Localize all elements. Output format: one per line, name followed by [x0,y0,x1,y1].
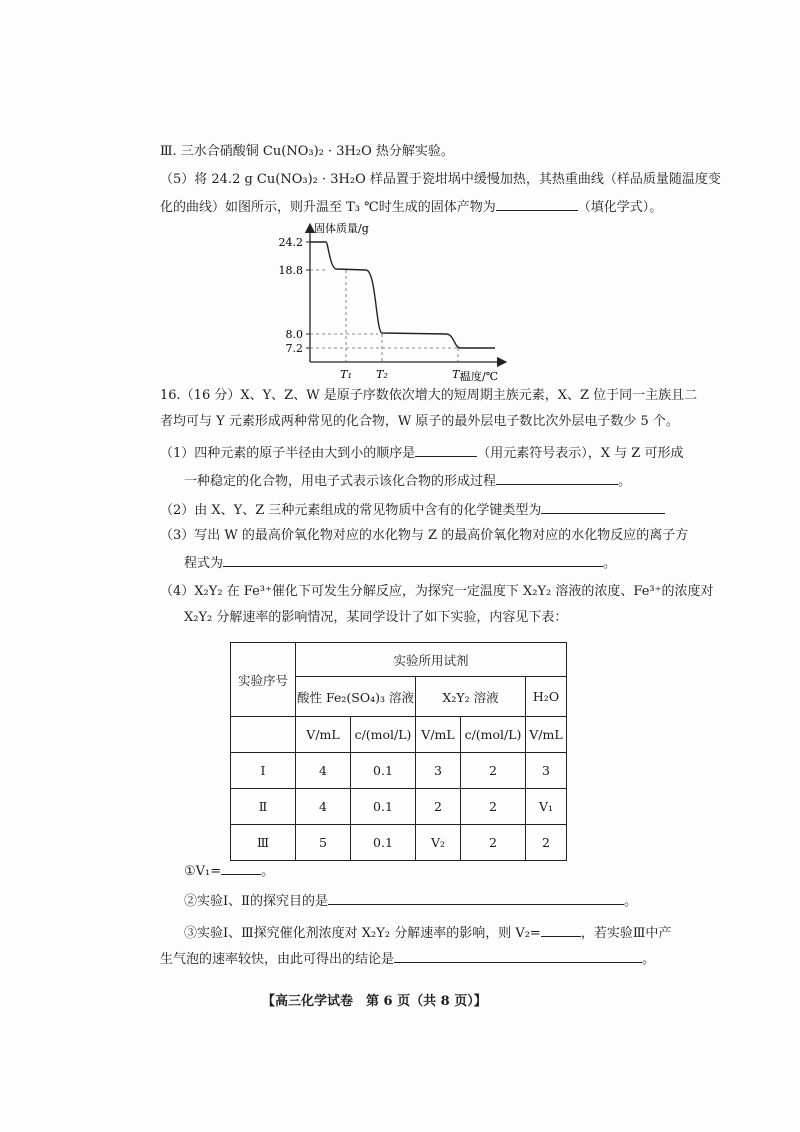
subq-3-mid: ，若实验Ⅲ中产 [580,926,672,941]
y-tick-label: 7.2 [285,342,303,355]
answer-blank [328,890,624,905]
answer-blank [541,922,581,937]
table-cell: V₂ [416,825,461,861]
x-tick-label: T₁ [340,368,352,381]
answer-blank [223,552,603,567]
table-cell: 2 [461,753,526,789]
y-axis-label: 固体质量/g [314,222,369,235]
y-tick-label: 18.8 [278,264,303,277]
reagent-header: H₂O [526,677,567,717]
q16-part4-line2: X₂Y₂ 分解速率的影响情况，某同学设计了如下实验，内容见下表： [184,610,568,625]
unit-cell: V/mL [526,717,567,753]
q16-p3-end: 。 [603,556,617,571]
table-cell: 3 [526,753,567,789]
q5-line1: （5）将 24.2 g Cu(NO₃)₂ · 3H₂O 样品置于瓷坩埚中缓慢加热，其热重曲线（样品质量随温度变 [160,172,721,187]
table-row [231,789,567,825]
table-cell: 2 [461,825,526,861]
q16-part3-line1: （3）写出 W 的最高价氧化物对应的水化物与 Z 的最高价氧化物对应的水化物反应的离子方 [160,528,689,543]
unit-cell: V/mL [416,717,461,753]
q16-p3-b: 程式为 [184,556,224,571]
answer-blank [496,196,578,211]
q5-line2 [160,196,662,218]
experiment-table [230,642,567,861]
subq-1-end: 。 [261,864,275,879]
subq-3-line2 [160,948,655,970]
y-tick-label: 8.0 [285,328,303,341]
q16-part1-line1 [160,442,683,464]
answer-blank [541,499,665,514]
empty-cell [231,717,296,753]
row-id: Ⅱ [231,789,296,825]
table-cell: 4 [296,789,351,825]
subq-1-text: ①V₁= [184,864,222,879]
subq-1 [184,860,274,882]
table-cell: 2 [416,789,461,825]
tg-chart [270,220,530,385]
table-cell: 3 [416,753,461,789]
subq-3-text: ③实验Ⅰ、Ⅲ探究催化剂浓度对 X₂Y₂ 分解速率的影响，则 V₂= [184,926,541,941]
unit-cell: c/(mol/L) [461,717,526,753]
q16-p1-c: 一种稳定的化合物，用电子式表示该化合物的形成过程 [184,474,497,489]
subq-2-text: ②实验Ⅰ、Ⅱ的探究目的是 [184,894,328,909]
table-cell: 0.1 [351,825,416,861]
q16-part3-line2 [184,552,616,574]
group-header-cell: 实验所用试剂 [296,643,567,677]
subq-2 [184,890,637,912]
answer-blank [394,948,642,963]
row-header-cell: 实验序号 [231,643,296,717]
q16-part2 [160,499,665,521]
table-cell: V₁ [526,789,567,825]
section-heading: Ⅲ. 三水合硝酸铜 Cu(NO₃)₂ · 3H₂O 热分解实验。 [160,144,454,159]
page-footer: 【高三化学试卷 第 6 页（共 8 页）】 [262,994,487,1009]
q16-p1-b: （用元素符号表示），X 与 Z 可形成 [477,446,684,461]
table-cell: 2 [461,789,526,825]
reagent-header: 酸性 Fe₂(SO₄)₃ 溶液 [296,677,416,717]
row-id: Ⅲ [231,825,296,861]
table-cell: 5 [296,825,351,861]
q16-header-1: 16.（16 分）X、Y、Z、W 是原子序数依次增大的短周期主族元素，X、Z 位于同一主族且二 [160,388,698,403]
table-cell: 0.1 [351,789,416,825]
table-cell: 0.1 [351,753,416,789]
table-cell: 4 [296,753,351,789]
table-row [231,753,567,789]
subq-3-end: 。 [642,952,656,967]
answer-blank [496,470,618,485]
q16-p1-a: （1）四种元素的原子半径由大到小的顺序是 [160,446,416,461]
q16-p1-end: 。 [618,474,632,489]
q5-line2-text: 化的曲线）如图所示，则升温至 T₃ ℃时生成的固体产物为 [160,200,496,215]
table-row [231,825,567,861]
reagent-header: X₂Y₂ 溶液 [416,677,526,717]
unit-cell: V/mL [296,717,351,753]
x-axis-label: 温度/℃ [460,370,499,383]
tg-curve [310,242,495,348]
subq-2-end: 。 [623,894,637,909]
q16-p2: （2）由 X、Y、Z 三种元素组成的常见物质中含有的化学键类型为 [160,503,542,518]
table-cell: 2 [526,825,567,861]
subq-3-c: 生气泡的速率较快，由此可得出的结论是 [160,952,395,967]
q16-part1-line2 [184,470,631,492]
row-id: Ⅰ [231,753,296,789]
answer-blank [415,442,477,457]
subq-3-line1 [184,922,671,944]
q5-line2-end: （填化学式）。 [577,200,663,215]
x-tick-label: T₂ [376,368,388,381]
answer-blank [221,860,261,875]
unit-cell: c/(mol/L) [351,717,416,753]
q16-header-2: 者均可与 Y 元素形成两种常见的化合物，W 原子的最外层电子数比次外层电子数少 5 个。 [160,414,679,429]
q16-part4-line1: （4）X₂Y₂ 在 Fe³⁺催化下可发生分解反应，为探究一定温度下 X₂Y₂ 溶液的浓度、Fe³⁺的浓度对 [160,584,714,599]
x-tick-label: T₃ [452,368,464,381]
y-tick-label: 24.2 [278,236,303,249]
